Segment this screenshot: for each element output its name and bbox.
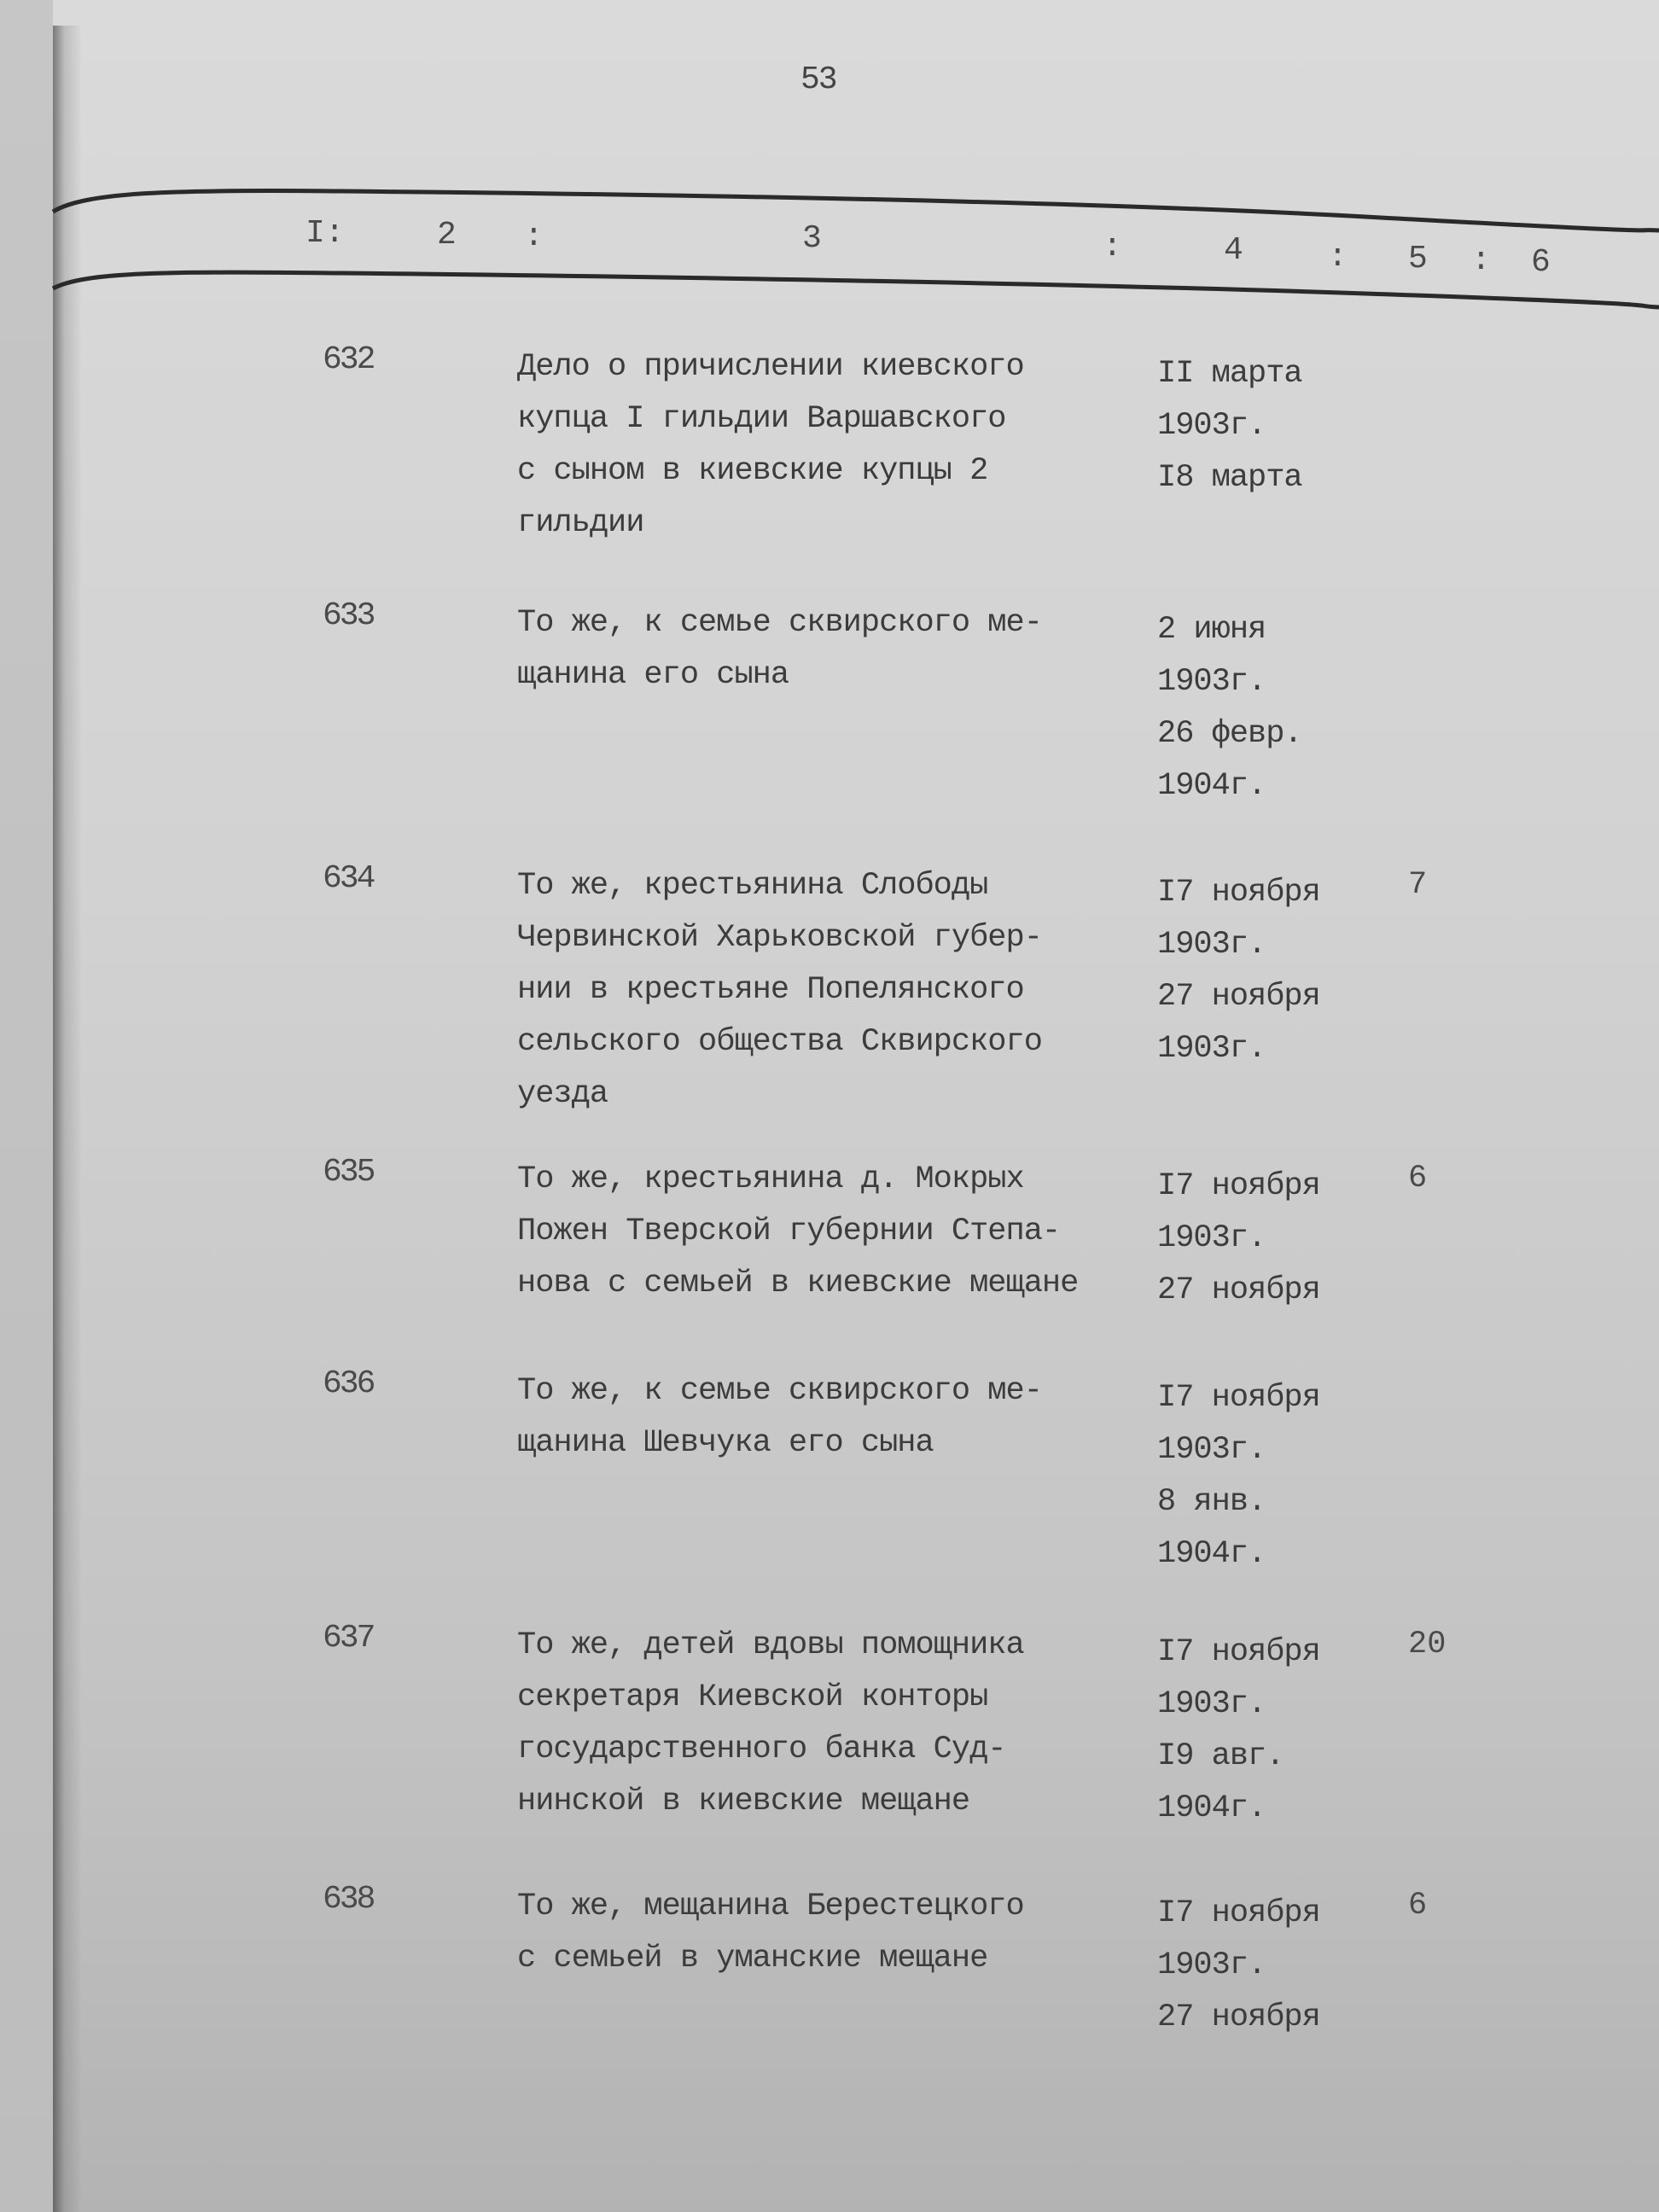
row-number: 634 bbox=[323, 860, 374, 897]
row-description bbox=[517, 1365, 1166, 1470]
date-line: 1904г. bbox=[1157, 1790, 1266, 1826]
description-line: То же, мещанина Берестецкого bbox=[517, 1889, 1024, 1924]
header-col-5: 5 bbox=[1408, 241, 1428, 277]
description-line: государственного банка Суд- bbox=[517, 1732, 1006, 1767]
date-line: 1903г. bbox=[1157, 408, 1266, 444]
date-line: I7 ноября bbox=[1157, 1634, 1320, 1670]
description-line: гильдии bbox=[517, 505, 644, 541]
description-line: сельского общества Сквирского bbox=[517, 1024, 1042, 1060]
date-line: 1903г. bbox=[1157, 664, 1266, 700]
description-line: То же, к семье сквирского ме- bbox=[517, 1373, 1042, 1409]
row-number: 635 bbox=[323, 1154, 374, 1190]
description-line: с сыном в киевские купцы 2 bbox=[517, 453, 988, 489]
date-line: I9 авг. bbox=[1157, 1738, 1284, 1774]
date-line: I7 ноября bbox=[1157, 1380, 1320, 1416]
header-col-3: 3 bbox=[802, 220, 822, 257]
header-top-rule bbox=[53, 190, 1659, 230]
date-line: 1903г. bbox=[1157, 1220, 1266, 1256]
description-line: нии в крестьяне Попелянского bbox=[517, 972, 1024, 1008]
date-line: 1903г. bbox=[1157, 1432, 1266, 1468]
date-line: 1904г. bbox=[1157, 1536, 1266, 1572]
description-line: Пожен Тверской губернии Степа- bbox=[517, 1214, 1061, 1249]
date-line: I7 ноября bbox=[1157, 875, 1320, 911]
row-dates bbox=[1157, 1372, 1320, 1580]
header-col-6: 6 bbox=[1531, 244, 1551, 281]
row-description bbox=[517, 341, 1166, 550]
date-line: 1903г. bbox=[1157, 927, 1266, 963]
row-description bbox=[517, 1154, 1166, 1310]
row-number: 633 bbox=[323, 597, 374, 634]
date-line: 26 февр. bbox=[1157, 716, 1302, 752]
header-separator: : bbox=[1103, 229, 1122, 265]
date-line: 1903г. bbox=[1157, 1031, 1266, 1067]
row-sheet-count: 6 bbox=[1408, 1888, 1428, 1924]
date-line: 8 янв. bbox=[1157, 1484, 1266, 1520]
description-line: купца I гильдии Варшавского bbox=[517, 401, 1006, 437]
description-line: нинской в киевские мещане bbox=[517, 1784, 970, 1819]
description-line: То же, крестьянина д. Мокрых bbox=[517, 1161, 1024, 1197]
row-dates bbox=[1157, 1888, 1320, 2044]
description-line: Дело о причислении киевского bbox=[517, 349, 1024, 385]
header-separator: : bbox=[1471, 242, 1491, 279]
row-description bbox=[517, 1881, 1166, 1985]
row-number: 636 bbox=[323, 1365, 374, 1402]
row-number: 638 bbox=[323, 1881, 374, 1918]
date-line: 27 ноября bbox=[1157, 979, 1320, 1015]
row-number: 632 bbox=[323, 341, 374, 378]
date-line: 2 июня bbox=[1157, 612, 1266, 648]
row-description bbox=[517, 860, 1166, 1121]
header-separator: : bbox=[1328, 239, 1348, 276]
row-dates bbox=[1157, 604, 1302, 812]
header-separator: : bbox=[524, 218, 544, 255]
date-line: 1903г. bbox=[1157, 1947, 1266, 1983]
row-dates bbox=[1157, 867, 1320, 1075]
header-col-1: I: bbox=[306, 215, 345, 252]
row-dates bbox=[1157, 348, 1302, 504]
description-line: То же, крестьянина Слободы bbox=[517, 868, 988, 904]
description-line: нова с семьей в киевские мещане bbox=[517, 1266, 1079, 1301]
description-line: секретаря Киевской конторы bbox=[517, 1679, 988, 1715]
date-line: I7 ноября bbox=[1157, 1895, 1320, 1931]
description-line: щанина Шевчука его сына bbox=[517, 1425, 934, 1461]
row-sheet-count: 6 bbox=[1408, 1161, 1428, 1196]
row-sheet-count: 7 bbox=[1408, 867, 1428, 903]
row-dates bbox=[1157, 1627, 1320, 1835]
row-number: 637 bbox=[323, 1620, 374, 1656]
date-line: 1904г. bbox=[1157, 768, 1266, 804]
description-line: с семьей в уманские мещане bbox=[517, 1941, 988, 1976]
date-line: I8 марта bbox=[1157, 460, 1302, 496]
row-dates bbox=[1157, 1161, 1320, 1317]
description-line: Червинской Харьковской губер- bbox=[517, 920, 1042, 956]
description-line: щанина его сына bbox=[517, 657, 789, 693]
date-line: 27 ноября bbox=[1157, 2000, 1320, 2035]
description-line: То же, детей вдовы помощника bbox=[517, 1627, 1024, 1663]
page-number: 53 bbox=[800, 61, 836, 98]
date-line: II марта bbox=[1157, 356, 1302, 392]
row-sheet-count: 20 bbox=[1408, 1627, 1447, 1662]
description-line: То же, к семье сквирского ме- bbox=[517, 605, 1042, 641]
date-line: 1903г. bbox=[1157, 1686, 1266, 1722]
header-col-2: 2 bbox=[437, 217, 457, 253]
header-bottom-rule bbox=[53, 272, 1659, 307]
date-line: I7 ноября bbox=[1157, 1168, 1320, 1204]
row-description bbox=[517, 597, 1166, 701]
date-line: 27 ноября bbox=[1157, 1272, 1320, 1308]
row-description bbox=[517, 1620, 1166, 1828]
header-col-4: 4 bbox=[1224, 232, 1243, 269]
description-line: уезда bbox=[517, 1076, 608, 1112]
